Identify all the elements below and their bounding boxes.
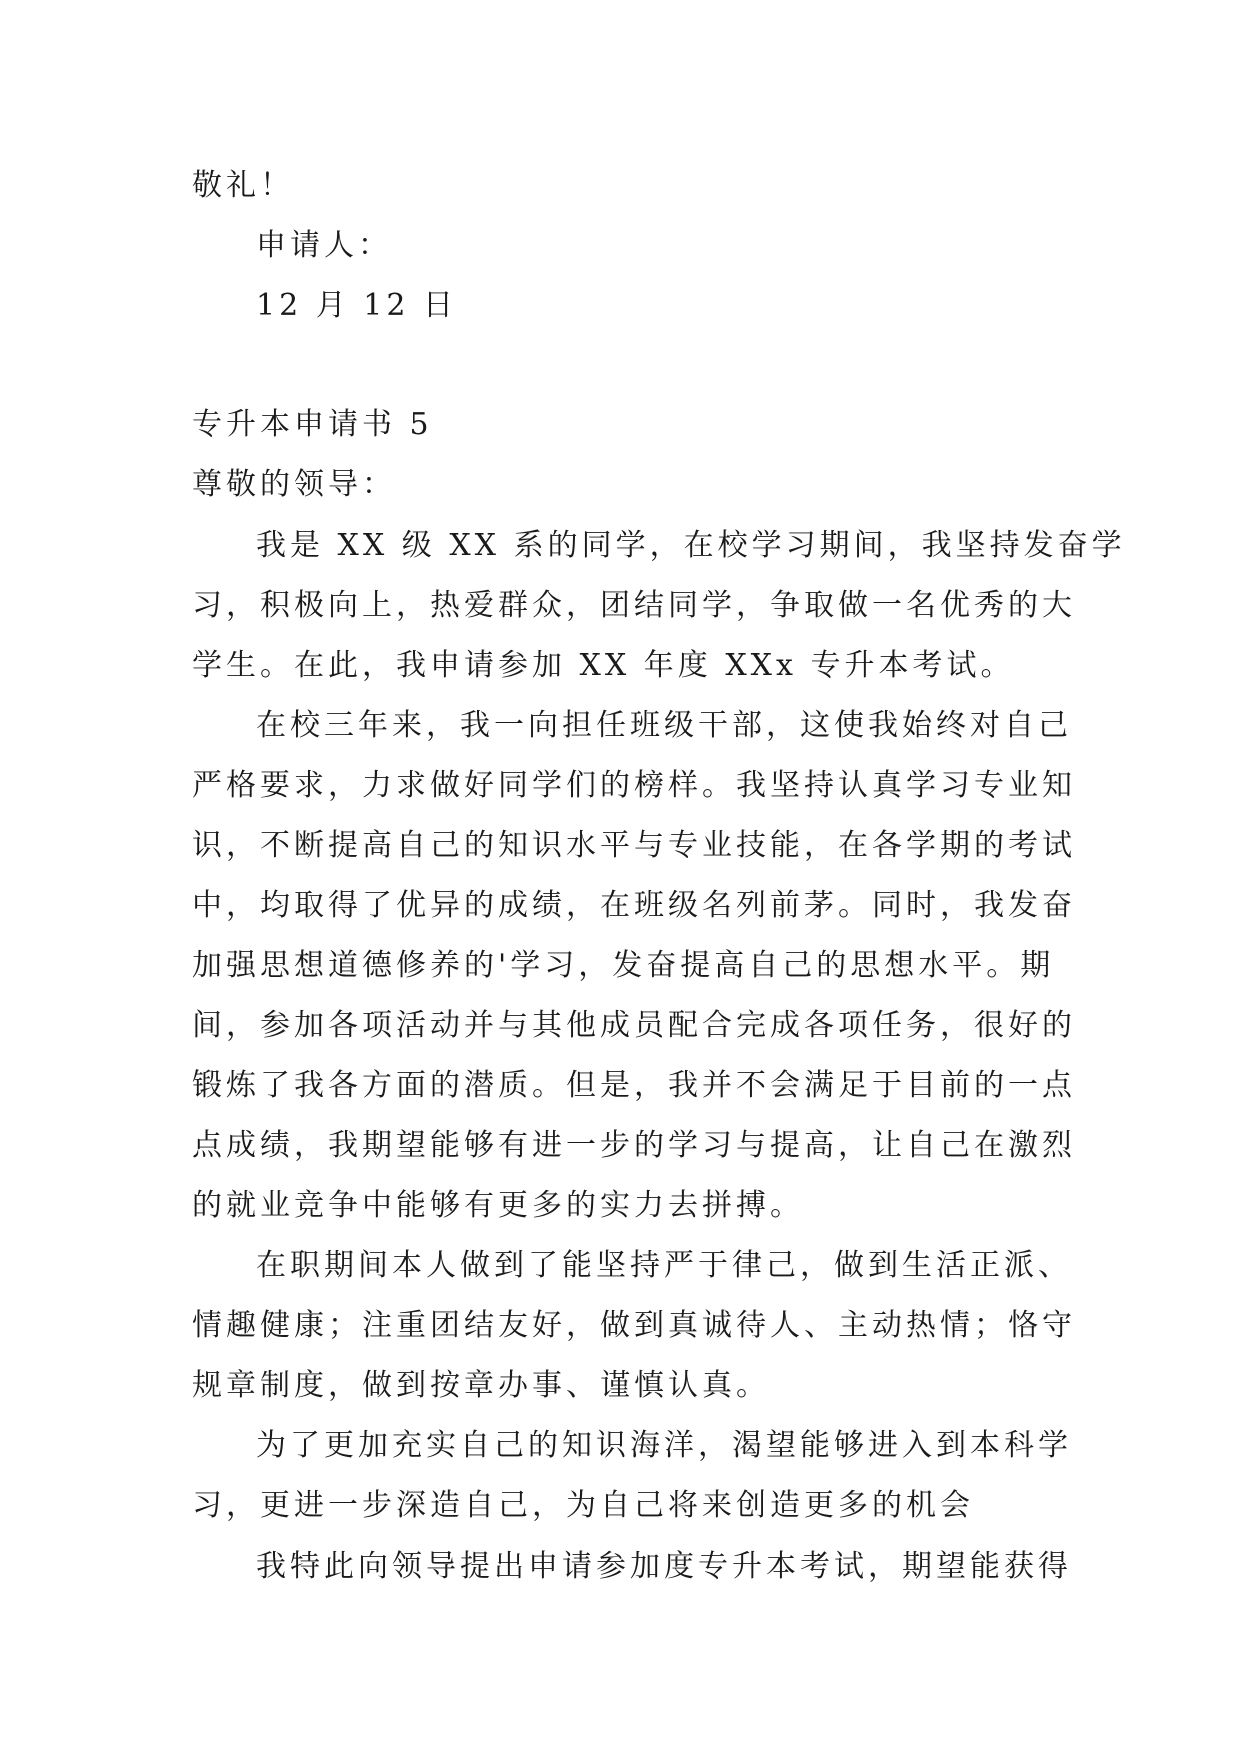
body-line: 为了更加充实自己的知识海洋，渴望能够进入到本科学 bbox=[256, 1428, 1072, 1463]
body-line: 学生。在此，我申请参加 XX 年度 XXx 专升本考试。 bbox=[192, 648, 1015, 683]
body-line: 习，积极向上，热爱群众，团结同学，争取做一名优秀的大 bbox=[192, 588, 1076, 623]
body-line: 的就业竞争中能够有更多的实力去拼搏。 bbox=[192, 1188, 804, 1223]
applicant-label: 申请人： bbox=[256, 228, 392, 263]
body-line: 我特此向领导提出申请参加度专升本考试，期望能获得 bbox=[256, 1549, 1072, 1584]
body-line: 间，参加各项活动并与其他成员配合完成各项任务，很好的 bbox=[192, 1008, 1076, 1043]
body-line: 加强思想道德修养的'学习，发奋提高自己的思想水平。期 bbox=[192, 948, 1055, 983]
body-line: 点成绩，我期望能够有进一步的学习与提高，让自己在激烈 bbox=[192, 1128, 1076, 1163]
body-line: 规章制度，做到按章办事、谨慎认真。 bbox=[192, 1368, 770, 1403]
body-line: 在职期间本人做到了能坚持严于律己，做到生活正派、 bbox=[256, 1248, 1072, 1283]
body-line: 严格要求，力求做好同学们的榜样。我坚持认真学习专业知 bbox=[192, 768, 1076, 803]
body-line: 中，均取得了优异的成绩，在班级名列前茅。同时，我发奋 bbox=[192, 888, 1076, 923]
body-line: 锻炼了我各方面的潜质。但是，我并不会满足于目前的一点 bbox=[192, 1068, 1076, 1103]
letter-greeting: 尊敬的领导： bbox=[192, 467, 396, 502]
body-line: 情趣健康；注重团结友好，做到真诚待人、主动热情；恪守 bbox=[192, 1308, 1076, 1343]
letter-date: 12 月 12 日 bbox=[256, 288, 457, 323]
closing-salutation: 敬礼！ bbox=[192, 168, 294, 203]
body-line: 识，不断提高自己的知识水平与专业技能，在各学期的考试 bbox=[192, 828, 1076, 863]
body-line: 在校三年来，我一向担任班级干部，这使我始终对自己 bbox=[256, 708, 1072, 743]
section-title: 专升本申请书 5 bbox=[192, 407, 433, 442]
body-line: 我是 XX 级 XX 系的同学，在校学习期间，我坚持发奋学 bbox=[256, 528, 1126, 563]
body-line: 习，更进一步深造自己，为自己将来创造更多的机会 bbox=[192, 1488, 974, 1523]
